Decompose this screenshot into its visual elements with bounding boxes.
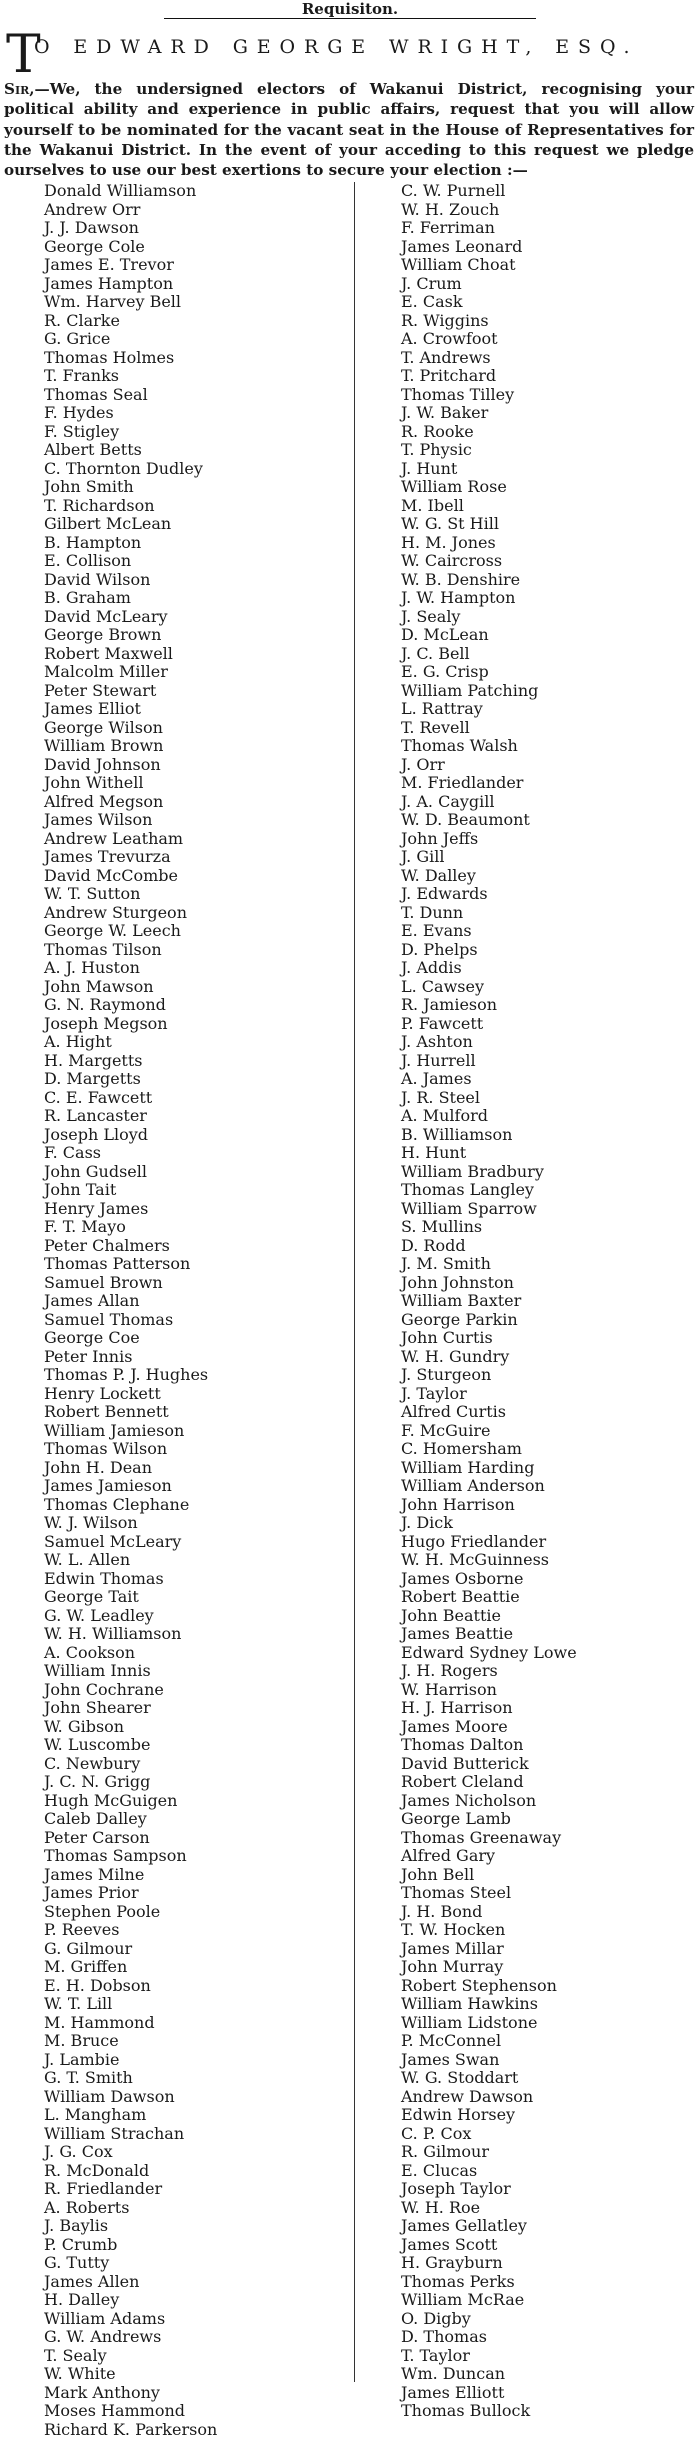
signatory-name: James Millar [401, 1938, 504, 1958]
signatory-name: T. Franks [44, 366, 119, 386]
signatory-name: J. Crum [401, 273, 462, 293]
signatory-name: Thomas Tilley [401, 384, 515, 404]
signatory-name: J. Hunt [401, 458, 458, 478]
signatory-name: George W. Leech [44, 921, 181, 941]
signatory-name: G. Grice [44, 329, 111, 349]
signatory-name: M. Ibell [401, 495, 464, 515]
signatory-name: George Cole [44, 236, 145, 256]
signatory-name: Thomas Steel [401, 1883, 512, 1903]
signatory-name: W. H. Zouch [401, 199, 500, 219]
signatory-name: J. A. Caygill [401, 791, 495, 811]
signatory-name: B. Graham [44, 588, 131, 608]
signatory-name: David Butterick [401, 1753, 529, 1773]
signatory-name: W. G. Stoddart [401, 2068, 519, 2088]
signatory-name: W. White [44, 2364, 116, 2384]
signatory-name: John Tait [44, 1180, 117, 1200]
signatory-name: Hugo Friedlander [401, 1531, 547, 1551]
signatory-name: Peter Carson [44, 1827, 150, 1847]
signatory-name: David McLeary [44, 606, 168, 626]
signatory-name: B. Williamson [401, 1124, 513, 1144]
signatory-name: Robert Stephenson [401, 1975, 557, 1995]
signatory-name: Malcolm Miller [44, 662, 168, 682]
signatory-name: George Tait [44, 1587, 139, 1607]
signatory-name: J. Sturgeon [401, 1365, 492, 1385]
signatory-name: G. Gilmour [44, 1938, 133, 1958]
signatory-name: G. W. Andrews [44, 2327, 162, 2347]
signatory-name: R. Gilmour [401, 2142, 489, 2162]
signatory-name: James Allan [44, 1291, 140, 1311]
signatory-name: P. Crumb [44, 2234, 118, 2254]
signatory-name: J. H. Rogers [401, 1661, 498, 1681]
signatory-name: William Adams [44, 2308, 166, 2328]
signatory-name: Andrew Sturgeon [44, 902, 187, 922]
signatory-name: W. Luscombe [44, 1735, 151, 1755]
signatory-name: Andrew Leatham [44, 828, 184, 848]
signatory-name: James Trevurza [44, 847, 171, 867]
signatory-name: H. Margetts [44, 1050, 143, 1070]
signatory-name: Albert Betts [44, 440, 142, 460]
signatory-name: Thomas Holmes [44, 347, 175, 367]
signatory-name: T. Revell [401, 717, 470, 737]
signatory-name: William Lidstone [401, 2012, 538, 2032]
signatory-name: M. Bruce [44, 2031, 119, 2051]
signatory-name: Peter Chalmers [44, 1235, 170, 1255]
signatory-name: William Bradbury [401, 1161, 544, 1181]
signatory-name: William Strachan [44, 2123, 185, 2143]
signatory-name: F. Ferriman [401, 218, 495, 238]
signatory-name: Alfred Megson [44, 791, 164, 811]
signatory-name: Robert Beattie [401, 1587, 520, 1607]
signatory-name: Peter Stewart [44, 680, 157, 700]
signatory-name: T. W. Hocken [401, 1920, 506, 1940]
signatory-name: S. Mullins [401, 1217, 483, 1237]
signatory-name: L. Rattray [401, 699, 483, 719]
signatory-name: H. J. Harrison [401, 1698, 513, 1718]
signatory-name: Andrew Orr [44, 199, 141, 219]
signatory-name: George Lamb [401, 1809, 511, 1829]
section-heading: Requisiton. [164, 0, 536, 19]
salutation: Sir, [4, 80, 35, 98]
signatory-name: William McRae [401, 2290, 525, 2310]
signatory-name: Thomas Wilson [44, 1439, 168, 1459]
signatory-name: R. Jamieson [401, 995, 498, 1015]
signatory-name: John Smith [44, 477, 134, 497]
signatory-name: Thomas Clephane [44, 1494, 190, 1514]
signatory-name: Joseph Megson [44, 1013, 168, 1033]
signatory-name: John Murray [401, 1957, 504, 1977]
signatory-name: P. Fawcett [401, 1013, 484, 1033]
signatory-name: Peter Innis [44, 1346, 133, 1366]
signatory-name: A. James [401, 1069, 472, 1089]
signatory-name: Thomas Walsh [401, 736, 518, 756]
signatory-name: William Patching [401, 680, 539, 700]
column-divider [354, 182, 355, 2382]
signatory-name: Joseph Taylor [401, 2179, 511, 2199]
signatory-name: Mark Anthony [44, 2382, 160, 2402]
signatures-left-column [44, 182, 217, 2439]
preamble-text: —We, the undersigned electors of Wakanui District, recognising your political ability and experience in public affairs, request that you will allow yourself to be nominated for the vacant seat in the House of Representatives for the Wakanui District. In the event of your acceding to this request we pledge ourselves to use our best exertions to secure your election :— [4, 80, 694, 180]
signatory-name: John Curtis [401, 1328, 493, 1348]
signatory-name: T. Sealy [44, 2345, 107, 2365]
signatory-name: D. Rodd [401, 1235, 466, 1255]
signatory-name: James Beattie [401, 1624, 514, 1644]
signatory-name: W. H. Williamson [44, 1624, 182, 1644]
signatory-name: William Choat [401, 255, 516, 275]
signatory-name: G. T. Smith [44, 2068, 133, 2088]
signatory-name: John H. Dean [44, 1457, 153, 1477]
signatory-name: John Jeffs [401, 828, 479, 848]
signatory-name: J. C. N. Grigg [44, 1772, 151, 1792]
signatory-name: James Milne [44, 1864, 145, 1884]
signatory-name: James Jamieson [44, 1476, 172, 1496]
signatory-name: L. Cawsey [401, 976, 484, 996]
signatory-name: W. H. Roe [401, 2197, 481, 2217]
signatory-name: E. Cask [401, 292, 463, 312]
signatory-name: John Withell [44, 773, 144, 793]
signatory-name: C. W. Purnell [401, 181, 506, 201]
signatory-name: E. Evans [401, 921, 472, 941]
signatory-name: John Bell [401, 1864, 475, 1884]
signatory-name: Hugh McGuigen [44, 1790, 178, 1810]
signatory-name: F. T. Mayo [44, 1217, 126, 1237]
signatory-name: Thomas Tilson [44, 939, 162, 959]
signatory-name: Samuel McLeary [44, 1531, 182, 1551]
signatory-name: William Dawson [44, 2086, 175, 2106]
signatory-name: Thomas Perks [401, 2271, 515, 2291]
signatory-name: J. Orr [401, 754, 445, 774]
signatory-name: Stephen Poole [44, 1901, 161, 1921]
signatory-name: Thomas Dalton [401, 1735, 524, 1755]
addressee-name: O EDWARD GEORGE WRIGHT, ESQ. [34, 36, 639, 58]
signatory-name: F. Hydes [44, 403, 114, 423]
signatory-name: William Anderson [401, 1476, 545, 1496]
signatory-name: Henry James [44, 1198, 149, 1218]
signatory-name: J. R. Steel [401, 1087, 481, 1107]
signatory-name: J. Baylis [44, 2216, 109, 2236]
signatory-name: B. Hampton [44, 532, 142, 552]
signatory-name: David McCombe [44, 865, 178, 885]
signatory-name: William Hawkins [401, 1994, 538, 2014]
signatory-name: John Shearer [44, 1698, 151, 1718]
signatory-name: David Wilson [44, 569, 151, 589]
signatory-name: W. T. Sutton [44, 884, 141, 904]
signatory-name: H. Hunt [401, 1143, 467, 1163]
signatory-name: Thomas Bullock [401, 2401, 531, 2421]
signatory-name: T. Taylor [401, 2345, 470, 2365]
signatory-name: W. L. Allen [44, 1550, 131, 1570]
signatory-name: John Mawson [44, 976, 154, 996]
signatures-right-column [401, 182, 577, 2421]
signatory-name: James E. Trevor [44, 255, 174, 275]
signatory-name: J. Ashton [401, 1032, 473, 1052]
signatory-name: Robert Bennett [44, 1402, 169, 1422]
signatory-name: J. G. Cox [44, 2142, 113, 2162]
signatory-name: J. Lambie [44, 2049, 120, 2069]
signatory-name: George Brown [44, 625, 162, 645]
signatory-name: David Johnson [44, 754, 161, 774]
signatory-name: D. Margetts [44, 1069, 141, 1089]
signatory-name: G. Tutty [44, 2253, 110, 2273]
signatory-name: John Harrison [401, 1494, 515, 1514]
signatory-name: Robert Maxwell [44, 643, 173, 663]
signatory-name: Thomas Langley [401, 1180, 534, 1200]
signatory-name: H. Grayburn [401, 2253, 503, 2273]
signatory-name: William Brown [44, 736, 164, 756]
signatory-name: W. T. Lill [44, 1994, 113, 2014]
signatory-name: J. W. Baker [401, 403, 489, 423]
signatory-name: J. J. Dawson [44, 218, 139, 238]
signatory-name: W. J. Wilson [44, 1513, 138, 1533]
signatory-name: J. Gill [401, 847, 445, 867]
signatory-name: Thomas Sampson [44, 1846, 187, 1866]
signatory-name: A. Crowfoot [401, 329, 498, 349]
signatory-name: O. Digby [401, 2308, 471, 2328]
signatory-name: D. Thomas [401, 2327, 487, 2347]
signatory-name: C. P. Cox [401, 2123, 472, 2143]
signatory-name: G. N. Raymond [44, 995, 166, 1015]
signatory-name: F. Cass [44, 1143, 101, 1163]
signatory-name: William Jamieson [44, 1420, 185, 1440]
signatory-name: H. Dalley [44, 2290, 120, 2310]
signatory-name: M. Hammond [44, 2012, 155, 2032]
signatory-name: A. Roberts [44, 2197, 130, 2217]
signatory-name: J. Sealy [401, 606, 461, 626]
signatory-name: J. Addis [401, 958, 462, 978]
signatory-name: C. Homersham [401, 1439, 522, 1459]
signatory-name: D. McLean [401, 625, 489, 645]
signatory-name: William Harding [401, 1457, 535, 1477]
signatory-name: H. M. Jones [401, 532, 496, 552]
signatory-name: Alfred Curtis [401, 1402, 506, 1422]
signatory-name: William Baxter [401, 1291, 522, 1311]
signatory-name: J. W. Hampton [401, 588, 516, 608]
signatory-name: A. Hight [44, 1032, 112, 1052]
signatory-name: Thomas Patterson [44, 1254, 191, 1274]
signatory-name: T. Dunn [401, 902, 464, 922]
signatory-name: R. McDonald [44, 2160, 150, 2180]
signatory-name: John Cochrane [44, 1679, 164, 1699]
signatory-name: Donald Williamson [44, 181, 197, 201]
signatory-name: J. Taylor [401, 1383, 467, 1403]
signatory-name: R. Lancaster [44, 1106, 147, 1126]
signatory-name: R. Friedlander [44, 2179, 163, 2199]
signatory-name: F. McGuire [401, 1420, 491, 1440]
signatory-name: J. Edwards [401, 884, 488, 904]
signatory-name: James Wilson [44, 810, 153, 830]
signatory-name: William Innis [44, 1661, 151, 1681]
signatory-name: P. Reeves [44, 1920, 120, 1940]
signatory-name: James Scott [401, 2234, 498, 2254]
signatory-name: Thomas P. J. Hughes [44, 1365, 209, 1385]
signatory-name: D. Phelps [401, 939, 478, 959]
signatory-name: James Allen [44, 2271, 140, 2291]
signatory-name: Caleb Dalley [44, 1809, 147, 1829]
drop-cap: T [6, 25, 41, 85]
signatory-name: T. Physic [401, 440, 472, 460]
signatory-name: J. H. Bond [401, 1901, 483, 1921]
signatory-name: C. E. Fawcett [44, 1087, 153, 1107]
signatory-name: James Hampton [44, 273, 174, 293]
signatory-name: J. M. Smith [401, 1254, 491, 1274]
signatory-name: C. Newbury [44, 1753, 141, 1773]
signatory-name: John Johnston [401, 1272, 514, 1292]
signatory-name: W. Caircross [401, 551, 503, 571]
signatory-name: Gilbert McLean [44, 514, 172, 534]
signatory-name: T. Richardson [44, 495, 155, 515]
signatory-name: E. H. Dobson [44, 1975, 151, 1995]
signatory-name: G. W. Leadley [44, 1605, 154, 1625]
signatory-name: Wm. Duncan [401, 2364, 506, 2384]
signatory-name: Thomas Seal [44, 384, 148, 404]
signatory-name: Moses Hammond [44, 2401, 186, 2421]
signatory-name: M. Friedlander [401, 773, 524, 793]
signatory-name: George Coe [44, 1328, 140, 1348]
signatory-name: W. Dalley [401, 865, 476, 885]
signatory-name: A. Mulford [401, 1106, 488, 1126]
signatory-name: M. Griffen [44, 1957, 128, 1977]
signatory-name: E. Collison [44, 551, 132, 571]
signatory-name: George Wilson [44, 717, 163, 737]
signatory-name: James Elliott [401, 2382, 505, 2402]
signatory-name: W. D. Beaumont [401, 810, 530, 830]
signatory-name: John Gudsell [44, 1161, 147, 1181]
signatory-name: Edward Sydney Lowe [401, 1642, 577, 1662]
requisition-preamble [4, 79, 696, 180]
signatory-name: P. McConnel [401, 2031, 502, 2051]
signatory-name: Edwin Horsey [401, 2105, 516, 2125]
signatory-name: Joseph Lloyd [44, 1124, 149, 1144]
signatory-name: Richard K. Parkerson [44, 2419, 218, 2439]
signatory-name: R. Wiggins [401, 310, 489, 330]
signatory-name: A. Cookson [44, 1642, 136, 1662]
signatory-name: E. G. Crisp [401, 662, 489, 682]
signatory-name: J. Dick [401, 1513, 453, 1533]
signatory-name: Alfred Gary [401, 1846, 496, 1866]
signatory-name: Wm. Harvey Bell [44, 292, 182, 312]
signatory-name: Robert Cleland [401, 1772, 524, 1792]
signatory-name: W. G. St Hill [401, 514, 499, 534]
addressee-line [4, 25, 696, 85]
signatory-name: Andrew Dawson [401, 2086, 534, 2106]
signatory-name: George Parkin [401, 1309, 518, 1329]
signatory-name: Samuel Thomas [44, 1309, 174, 1329]
signatory-name: F. Stigley [44, 421, 120, 441]
signatory-name: A. J. Huston [44, 958, 140, 978]
signatory-name: Thomas Greenaway [401, 1827, 562, 1847]
signatory-name: W. B. Denshire [401, 569, 521, 589]
signatory-name: T. Pritchard [401, 366, 497, 386]
signatory-name: C. Thornton Dudley [44, 458, 203, 478]
signatory-name: James Osborne [401, 1568, 524, 1588]
signatory-name: James Gellatley [401, 2216, 527, 2236]
signatory-name: James Moore [401, 1716, 508, 1736]
signatory-name: James Elliot [44, 699, 141, 719]
signatures-block [4, 181, 696, 2439]
signatory-name: W. H. McGuinness [401, 1550, 549, 1570]
signatory-name: James Leonard [401, 236, 523, 256]
signatory-name: William Sparrow [401, 1198, 537, 1218]
signatory-name: W. Gibson [44, 1716, 125, 1736]
signatory-name: W. Harrison [401, 1679, 497, 1699]
signatory-name: William Rose [401, 477, 507, 497]
signatory-name: Samuel Brown [44, 1272, 163, 1292]
signatory-name: Edwin Thomas [44, 1568, 164, 1588]
signatory-name: J. C. Bell [401, 643, 470, 663]
signatory-name: Henry Lockett [44, 1383, 161, 1403]
signatory-name: J. Hurrell [401, 1050, 476, 1070]
signatory-name: E. Clucas [401, 2160, 478, 2180]
signatory-name: L. Mangham [44, 2105, 147, 2125]
signatory-name: T. Andrews [401, 347, 491, 367]
signatory-name: R. Rooke [401, 421, 474, 441]
signatory-name: W. H. Gundry [401, 1346, 510, 1366]
signatory-name: James Prior [44, 1883, 139, 1903]
signatory-name: James Swan [401, 2049, 500, 2069]
signatory-name: R. Clarke [44, 310, 120, 330]
signatory-name: John Beattie [401, 1605, 501, 1625]
signatory-name: James Nicholson [401, 1790, 537, 1810]
